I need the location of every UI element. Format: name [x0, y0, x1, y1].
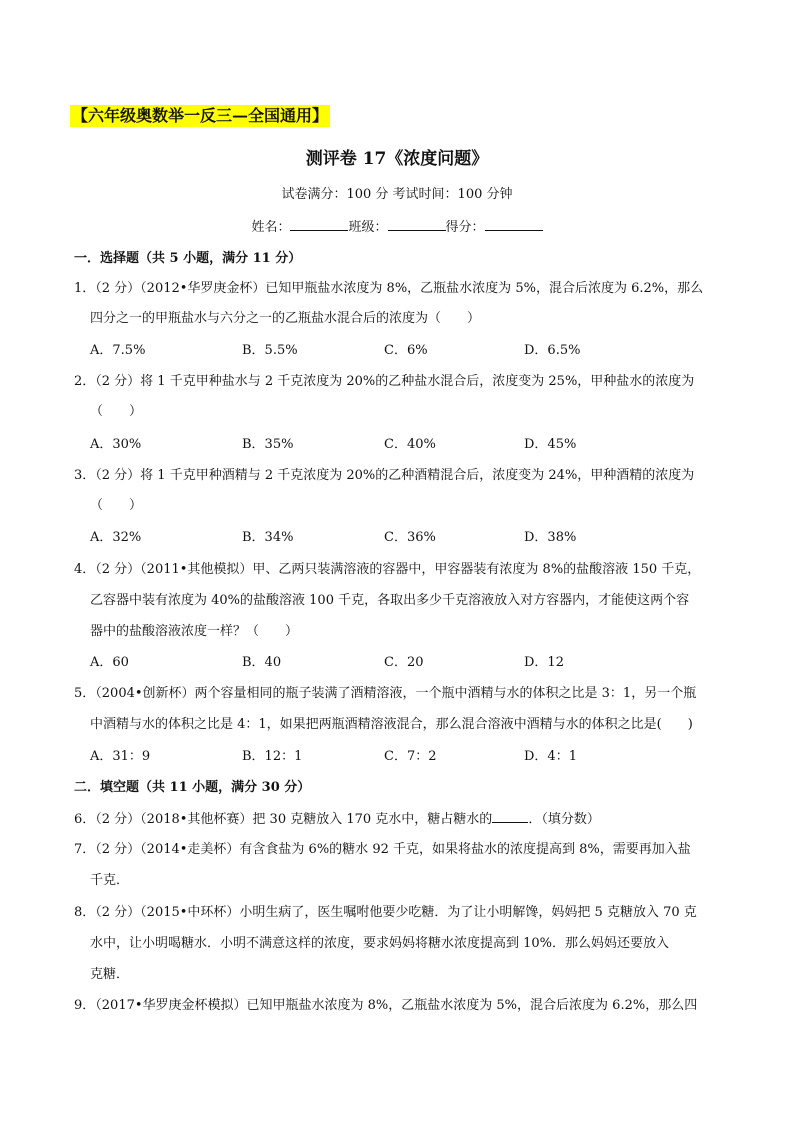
option-d[interactable]: D．45%: [524, 437, 577, 452]
question-text: （ ）: [90, 498, 143, 513]
option-b[interactable]: B．34%: [242, 530, 294, 545]
section-heading-choice: 一．选择题（共 5 小题，满分 11 分）: [74, 251, 302, 266]
question-text: 9．（2017•华罗庚金杯模拟）已知甲瓶盐水浓度为 8%，乙瓶盐水浓度为 5%，混合后浓度为 6.2%，那么四: [74, 998, 698, 1013]
question-text: 3．（2 分）将 1 千克甲种酒精与 2 千克浓度为 20%的乙种酒精混合后，浓度变为 24%，甲种酒精的浓度为: [74, 468, 695, 483]
question-text: 千克．: [90, 873, 130, 888]
options-4: [90, 654, 650, 672]
option-c[interactable]: C．36%: [384, 530, 436, 545]
option-b[interactable]: B．5.5%: [242, 343, 298, 358]
question-text: 中酒精与水的体积之比是 4：1，如果把两瓶酒精溶液混合，那么混合溶液中酒精与水的体积之比是( ): [90, 717, 693, 732]
page-title: 测评卷 17《浓度问题》: [305, 149, 489, 169]
class-label: 班级：: [348, 220, 388, 235]
name-blank[interactable]: [290, 218, 348, 231]
score-label: 得分：: [445, 220, 485, 235]
option-a[interactable]: A．31：9: [90, 749, 151, 764]
option-d[interactable]: D．4：1: [524, 749, 577, 764]
option-c[interactable]: C．6%: [384, 343, 428, 358]
question-text: 克糖．: [90, 967, 130, 982]
options-3: [90, 529, 650, 547]
question-text: 四分之一的甲瓶盐水与六分之一的乙瓶盐水混合后的浓度为（ ）: [90, 311, 481, 326]
option-c[interactable]: C．7：2: [384, 749, 437, 764]
option-d[interactable]: D．38%: [524, 530, 577, 545]
option-a[interactable]: A．32%: [90, 530, 142, 545]
question-text: 6．（2 分）（2018•其他杯赛）把 30 克糖放入 170 克水中，糖占糖水的: [74, 812, 493, 827]
option-d[interactable]: D．6.5%: [524, 343, 581, 358]
name-label: 姓名：: [251, 220, 291, 235]
question-text: 水中，让小明喝糖水．小明不满意这样的浓度，要求妈妈将糖水浓度提高到 10%．那么妈妈还要放入: [90, 936, 670, 951]
score-blank[interactable]: [485, 218, 543, 231]
question-text: 4．（2 分）（2011•其他模拟）甲、乙两只装满溶液的容器中，甲容器装有浓度为 8%的盐酸溶液 150 千克，: [74, 562, 701, 577]
option-b[interactable]: B．35%: [242, 437, 294, 452]
options-5: [90, 748, 650, 766]
option-b[interactable]: B．12：1: [242, 749, 303, 764]
grade-badge: 【六年级奥数举一反三—全国通用】: [72, 106, 329, 125]
options-2: [90, 436, 650, 454]
section-heading-fill: 二．填空题（共 11 小题，满分 30 分）: [74, 780, 311, 795]
option-a[interactable]: A．7.5%: [90, 343, 146, 358]
question-text: 8．（2 分）（2015•中环杯）小明生病了，医生嘱咐他要少吃糖．为了让小明解馋，妈妈把 5 克糖放入 70 克: [74, 905, 697, 920]
option-d[interactable]: D．12: [524, 655, 564, 670]
options-1: [90, 342, 650, 360]
class-blank[interactable]: [388, 218, 446, 231]
student-info-row: [0, 218, 794, 237]
question-text: 器中的盐酸溶液浓度一样？（ ）: [90, 624, 299, 639]
option-b[interactable]: B．40: [242, 655, 282, 670]
exam-info: 试卷满分：100 分 考试时间：100 分钟: [281, 187, 513, 202]
question-text: 2．（2 分）将 1 千克甲种盐水与 2 千克浓度为 20%的乙种盐水混合后，浓度变为 25%，甲种盐水的浓度为: [74, 374, 695, 389]
question-text: ．（填分数）: [528, 812, 600, 827]
option-c[interactable]: C．40%: [384, 437, 436, 452]
answer-blank[interactable]: [492, 810, 528, 823]
option-a[interactable]: A．30%: [90, 437, 142, 452]
question-text: 乙容器中装有浓度为 40%的盐酸溶液 100 千克，各取出多少千克溶液放入对方容器内，才能使这两个容: [90, 593, 690, 608]
question-text: （ ）: [90, 404, 143, 419]
question-text: 7．（2 分）（2014•走美杯）有含食盐为 6%的糖水 92 千克，如果将盐水的浓度提高到 8%，需要再加入盐: [74, 842, 691, 857]
option-a[interactable]: A．60: [90, 655, 129, 670]
question-text: 1．（2 分）（2012•华罗庚金杯）已知甲瓶盐水浓度为 8%，乙瓶盐水浓度为 5%，混合后浓度为 6.2%，那么: [74, 281, 704, 296]
option-c[interactable]: C．20: [384, 655, 424, 670]
question-text: 5．（2004•创新杯）两个容量相同的瓶子装满了酒精溶液，一个瓶中酒精与水的体积之比是 3：1，另一个瓶: [74, 686, 697, 701]
